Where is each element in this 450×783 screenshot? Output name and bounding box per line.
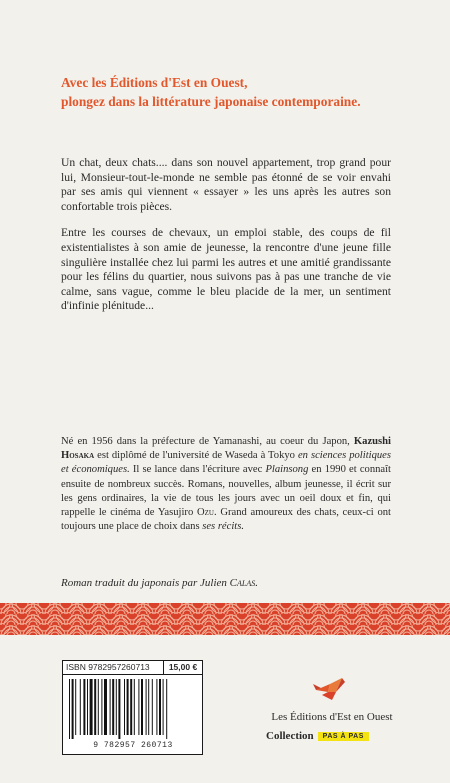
translator-credit: [61, 577, 391, 589]
barcode-bar: [134, 679, 135, 735]
book-title: Plainsong: [265, 464, 309, 476]
barcode-bar: [152, 679, 153, 735]
synopsis-paragraph-1: Un chat, deux chats.... dans son nouvel appartement, trop grand pour lui, Monsieur-tout-le-monde ne semble pas étonné de se voir envahi par ses amis qui viennent « essayer » les uns après les autres son confortable trois pièces.: [61, 156, 391, 213]
barcode-bar: [146, 679, 147, 735]
bio-text-1: Né en 1956 dans la préfecture de Yamanashi, au coeur du Japon,: [61, 436, 354, 447]
barcode-bar: [148, 679, 149, 735]
barcode-bar: [124, 679, 125, 735]
bio-text-3: en sciences politiques et économiques.: [61, 450, 391, 476]
barcode-bar: [138, 679, 139, 735]
barcode-bar: [156, 679, 157, 735]
tagline-line-1: Avec les Éditions d'Est en Ouest,: [61, 75, 248, 90]
bio-text-4: Il se lance dans l'écriture avec: [129, 464, 266, 476]
publisher-name: Les Éditions d'Est en Ouest: [271, 711, 393, 723]
barcode-bars: [69, 679, 197, 739]
barcode-bar: [141, 679, 143, 735]
barcode-bar: [83, 679, 85, 735]
bio-text-6: . Grand amoureux des chats, ceux-ci ont toujours une place de choix dans: [61, 507, 391, 533]
barcode-bar: [87, 679, 88, 735]
author-last-name: Hosaka: [61, 450, 95, 462]
decorative-wave-pattern: [0, 603, 450, 635]
author-bio: [61, 435, 391, 534]
collection-label: Collection: [266, 730, 314, 742]
barcode-bar: [130, 679, 132, 735]
barcode-digits: 9 782957 260713: [93, 741, 173, 750]
translator-text: Roman traduit du japonais par Julien: [61, 577, 230, 589]
barcode-box: [62, 660, 203, 755]
barcode-bar: [166, 679, 167, 739]
barcode-bar: [80, 679, 81, 735]
barcode-bar: [94, 679, 96, 735]
barcode-bar: [69, 679, 70, 739]
author-first-name: Kazushi: [353, 436, 391, 447]
isbn-label: ISBN 9782957260713: [66, 662, 150, 672]
synopsis-paragraph-2: Entre les courses de chevaux, un emploi stable, des coups de fil existentialistes à son amie de jeunesse, la rencontre d'une jeune fille singulière installée chez lui parmi les autres et une amitié grandissante pour les félins du quartier, nous suivons pas à pas une tranche de vie calme, sans vague, comme le bleu placide de la mer, un sentiment d'infinie plénitude...: [61, 226, 391, 313]
barcode-bar: [75, 679, 76, 735]
price: 15,00 €: [163, 661, 202, 674]
origami-crane-icon: [312, 670, 348, 711]
barcode-bar: [118, 679, 120, 739]
barcode-bar: [116, 679, 117, 735]
barcode-bar: [90, 679, 93, 735]
collection-row: [266, 729, 369, 743]
bio-text-5: en 1990 et connaît ensuite de nombreux succès. Romans, nouvelles, album jeunesse, il écrit sur les gens ordinaires, la vie de tous les jours avec un oeil doux et fin, qui rappelle le cinéma de Yasujiro: [61, 464, 392, 519]
barcode-bar: [110, 679, 111, 735]
barcode-bar: [104, 679, 107, 735]
barcode-bar: [159, 679, 161, 735]
barcode-bar: [127, 679, 129, 735]
barcode-bar: [112, 679, 114, 735]
director-name: Ozu: [196, 507, 214, 519]
barcode-bar: [163, 679, 164, 735]
barcode-bar: [72, 679, 74, 739]
translator-surname: Calas: [229, 577, 256, 589]
barcode-bar: [101, 679, 102, 735]
tagline: [61, 73, 421, 111]
bio-text-7: ses récits.: [202, 521, 244, 533]
synopsis: [61, 156, 391, 326]
bio-text-2: est diplômé de l'université de Waseda à Tokyo: [94, 450, 298, 462]
translator-end: .: [255, 577, 258, 589]
author-bio-paragraph: [61, 435, 391, 534]
wave-pattern-graphic: [0, 603, 450, 635]
isbn-row: [63, 661, 202, 675]
collection-badge: PAS À PAS: [318, 732, 369, 741]
barcode-bar: [98, 679, 99, 735]
tagline-line-2: plongez dans la littérature japonaise contemporaine.: [61, 94, 361, 109]
